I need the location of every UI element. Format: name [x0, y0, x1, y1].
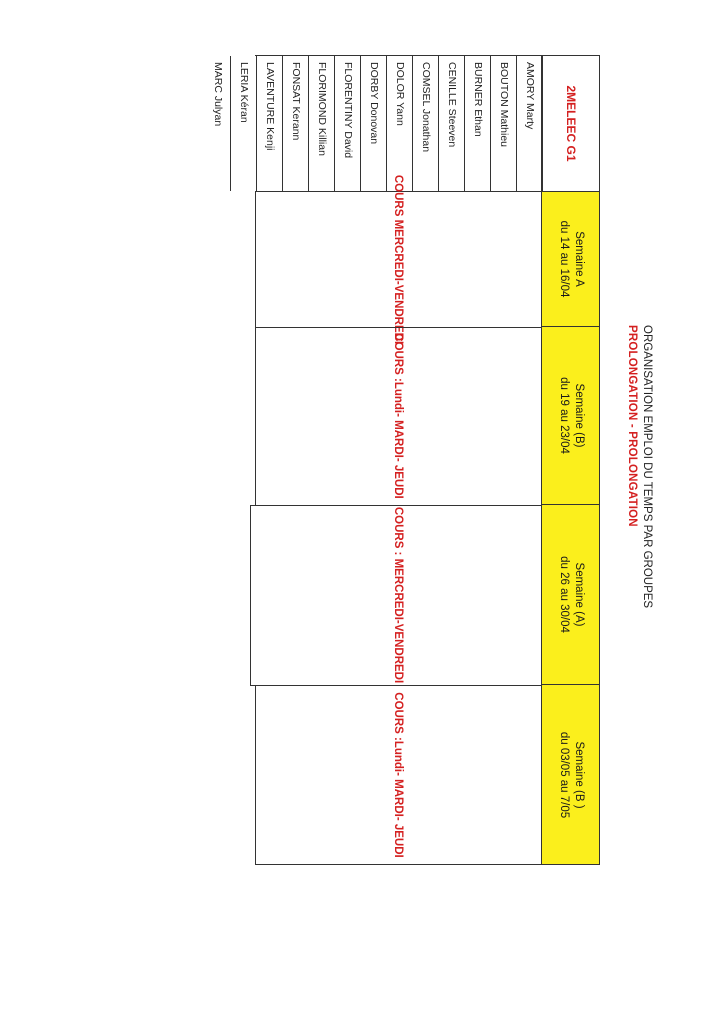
list-item: CENILLE Steeven: [438, 56, 464, 191]
list-item: BOUTON Mathieu: [490, 56, 516, 191]
week-dates: du 14 au 16/04: [558, 220, 570, 298]
list-item: FLORIMOND Killian: [308, 56, 334, 191]
schedule-sheet: [95, 55, 655, 858]
schedule-table: [212, 55, 600, 865]
title-block: [625, 55, 655, 855]
list-item: DOLOR Yann: [386, 56, 412, 191]
week-label: Semaine (A): [573, 562, 585, 627]
group-label: 2MELEEC G1: [564, 85, 578, 162]
week-label: Semaine (B ): [573, 741, 585, 809]
week-label: Semaine (B): [573, 383, 585, 448]
list-item: MARC Julyan: [212, 62, 224, 127]
list-item: FONSAT Kerann: [282, 56, 308, 191]
list-item: FLORENTINY David: [334, 56, 360, 191]
course-cell-2: COURS :Lundi- MARDI- JEUDI: [392, 333, 405, 499]
course-cell-1: COURS MERCREDI-VENDREDI: [392, 174, 405, 345]
list-item: COMSEL Jonathan: [412, 56, 438, 191]
list-item: LERIA Kéran: [230, 56, 256, 191]
student-list: [212, 55, 542, 192]
page-title: ORGANISATION EMPLOI DU TEMPS PAR GROUPES: [641, 325, 653, 609]
week-dates: du 19 au 23/04: [558, 377, 570, 454]
list-item: BURNER Ethan: [464, 56, 490, 191]
week-dates: du 26 au 30/04: [558, 556, 570, 633]
course-cell-3: COURS : MERCREDI-VENDREDI: [392, 506, 405, 684]
week-label: Semaine A: [573, 231, 585, 287]
week-dates: du 03/05 au 7/05: [558, 731, 570, 819]
course-cell-4: COURS :Lundi- MARDI- JEUDI: [392, 692, 405, 858]
header-frame: [541, 55, 600, 865]
list-item: AMORY Marty: [516, 56, 542, 191]
list-item: DORBY Donovan: [360, 56, 386, 191]
page-subtitle: PROLONGATION - PROLONGATION: [626, 325, 638, 527]
list-item: LAVENTURE Kenji: [256, 56, 282, 191]
